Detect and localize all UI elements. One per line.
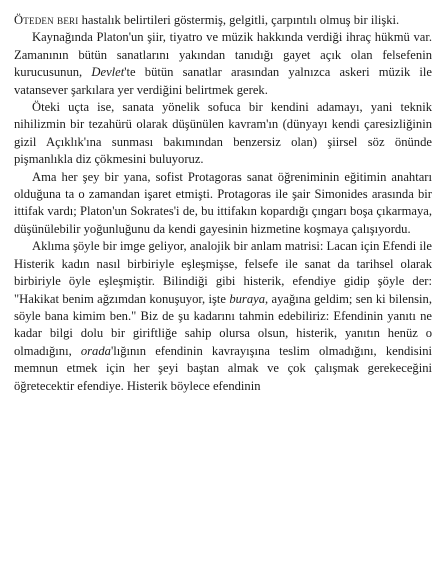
emphasis-orada: orada <box>80 343 111 358</box>
paragraph-1 <box>14 12 432 29</box>
section-lead: Öteden beri <box>14 13 79 27</box>
paragraph-2-part-1: Kaynağında Platon'un şiir, tiyatro ve müzik hakkında verdiği ihraç hükmü var. Zamanının bütün sanatlarını yakından tanıdığı gayet açık olan felsefenin kurucusunun, <box>14 30 432 80</box>
emphasis-buraya: buraya <box>229 291 266 306</box>
paragraph-5 <box>14 238 432 395</box>
paragraph-5-part-3: , ayağına geldim; sen ki bilensin, söyle bana kimim ben." Biz de şu kadarını tahmin edebiliriz: Efendinin yanıtı ne kadar bilgi dolu bir giriftliğe sahip olursa olsun, histerik, yanıtın henüz o olmadığını, <box>14 291 432 358</box>
book-title-devlet: Devlet <box>91 65 125 80</box>
paragraph-3: Öteki uçta ise, sanata yönelik sofuca bir kendini adamayı, yani teknik nihilizmin bir tezahürü olarak düşünülen kavram'ın (dünyayı kendi çaresizliğinin gizil Açıklık'ına sunması bakımından benzersiz olan) şiirsel söz önünde pişmanlıkla diz çökmesini buluyoruz. <box>14 100 432 167</box>
paragraph-2-part-3: 'te bütün sanatlar arasından yalnızca askeri müzik ile vatansever şarkılara yer verdiğini belirtmek gerek. <box>14 65 432 97</box>
paragraph-5-part-5: 'lığının efendinin kavrayışına teslim olmadığını, kendisini memnun etmek için her şeyi baştan almak ve çok çalışmak gerekeceğini öğretecektir efendiye. Histerik böylece efendinin <box>14 343 432 393</box>
paragraph-2 <box>14 29 432 99</box>
paragraph-4: Ama her şey bir yana, sofist Protagoras sanat öğreniminin eğitimin anahtarı olduğuna ta o zamandan işaret etmişti. Protagoras ile şair Simonides arasında bir ittifak vardı; Platon'un Sokrates'i de, bu ittifakın kopardığı çıngarı boşa çıkarmaya, düşünülebilir yoğunluğunu da kendi gayesinin hizmetine koşmaya çalışıyordu. <box>14 169 432 236</box>
document-page <box>14 12 432 395</box>
paragraph-5-part-1: Aklıma şöyle bir imge geliyor, analojik bir anlam matrisi: Lacan için Efendi ile Histerik kadın nasıl birbiriyle eşleşmişse, felsefe ile sanat da tarihsel olarak birbiriyle öyle eşleşmiştir. Bilindiği gibi histerik, efendiye gidip şöyle der: "Hakikat benim ağzımdan konuşuyor, işte <box>14 239 432 306</box>
paragraph-1-text: hastalık belirtileri göstermiş, gelgitli, çarpıntılı olmuş bir ilişki. <box>78 13 400 27</box>
